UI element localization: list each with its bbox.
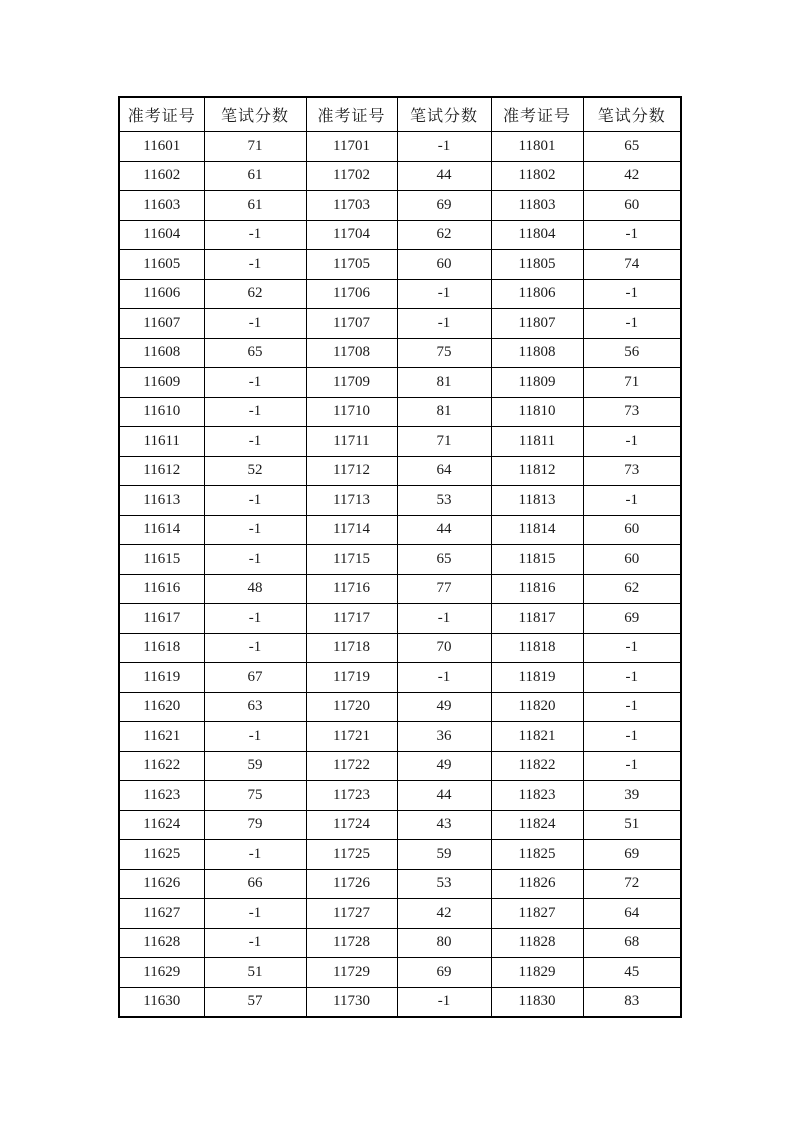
exam-id-cell: 11725 [306,840,397,870]
header-row [119,97,681,132]
score-cell: 61 [204,161,306,191]
table-body [119,132,681,1018]
score-cell: -1 [204,722,306,752]
score-cell: 36 [397,722,491,752]
score-cell: -1 [204,220,306,250]
table-row [119,722,681,752]
score-cell: 72 [583,869,681,899]
score-cell: -1 [583,692,681,722]
table-row [119,604,681,634]
score-cell: 68 [583,928,681,958]
exam-id-cell: 11724 [306,810,397,840]
exam-id-cell: 11711 [306,427,397,457]
exam-id-cell: 11601 [119,132,204,162]
exam-id-cell: 11705 [306,250,397,280]
exam-id-cell: 11802 [491,161,583,191]
score-cell: -1 [204,397,306,427]
score-cell: 69 [397,958,491,988]
table-row [119,397,681,427]
header-score: 笔试分数 [583,97,681,132]
header-exam-id: 准考证号 [491,97,583,132]
exam-id-cell: 11611 [119,427,204,457]
score-cell: 69 [583,840,681,870]
header-exam-id: 准考证号 [306,97,397,132]
score-cell: 77 [397,574,491,604]
exam-id-cell: 11605 [119,250,204,280]
score-cell: -1 [397,309,491,339]
score-cell: -1 [397,279,491,309]
score-cell: 61 [204,191,306,221]
score-cell: -1 [583,309,681,339]
exam-id-cell: 11602 [119,161,204,191]
exam-id-cell: 11604 [119,220,204,250]
exam-id-cell: 11716 [306,574,397,604]
exam-id-cell: 11630 [119,987,204,1017]
exam-id-cell: 11706 [306,279,397,309]
score-cell: 56 [583,338,681,368]
score-cell: 65 [583,132,681,162]
score-cell: 60 [397,250,491,280]
score-cell: -1 [583,220,681,250]
table-row [119,781,681,811]
table-row [119,840,681,870]
exam-id-cell: 11708 [306,338,397,368]
score-cell: 75 [204,781,306,811]
exam-id-cell: 11714 [306,515,397,545]
exam-id-cell: 11627 [119,899,204,929]
exam-id-cell: 11828 [491,928,583,958]
score-cell: 67 [204,663,306,693]
score-cell: -1 [583,633,681,663]
score-cell: 69 [583,604,681,634]
exam-id-cell: 11603 [119,191,204,221]
exam-id-cell: 11614 [119,515,204,545]
table-row [119,486,681,516]
exam-id-cell: 11813 [491,486,583,516]
score-cell: 71 [397,427,491,457]
score-cell: 44 [397,515,491,545]
exam-id-cell: 11617 [119,604,204,634]
exam-id-cell: 11727 [306,899,397,929]
exam-id-cell: 11722 [306,751,397,781]
header-score: 笔试分数 [204,97,306,132]
table-row [119,427,681,457]
exam-id-cell: 11702 [306,161,397,191]
exam-id-cell: 11610 [119,397,204,427]
exam-id-cell: 11726 [306,869,397,899]
score-cell: 75 [397,338,491,368]
exam-id-cell: 11623 [119,781,204,811]
exam-id-cell: 11729 [306,958,397,988]
table-row [119,220,681,250]
score-cell: 59 [397,840,491,870]
exam-id-cell: 11618 [119,633,204,663]
score-cell: 59 [204,751,306,781]
score-cell: -1 [204,899,306,929]
exam-id-cell: 11625 [119,840,204,870]
score-cell: 81 [397,368,491,398]
exam-id-cell: 11608 [119,338,204,368]
table-row [119,663,681,693]
exam-id-cell: 11629 [119,958,204,988]
score-cell: -1 [583,751,681,781]
exam-id-cell: 11713 [306,486,397,516]
score-cell: 69 [397,191,491,221]
score-cell: -1 [397,663,491,693]
score-cell: 42 [583,161,681,191]
score-cell: -1 [204,840,306,870]
exam-id-cell: 11806 [491,279,583,309]
exam-id-cell: 11830 [491,987,583,1017]
exam-id-cell: 11701 [306,132,397,162]
table-row [119,574,681,604]
exam-id-cell: 11710 [306,397,397,427]
score-cell: 42 [397,899,491,929]
table-row [119,633,681,663]
score-cell: -1 [204,604,306,634]
score-cell: 73 [583,456,681,486]
exam-id-cell: 11807 [491,309,583,339]
exam-id-cell: 11810 [491,397,583,427]
exam-id-cell: 11827 [491,899,583,929]
table-row [119,309,681,339]
score-cell: 71 [204,132,306,162]
exam-id-cell: 11822 [491,751,583,781]
score-cell: 48 [204,574,306,604]
exam-id-cell: 11811 [491,427,583,457]
score-cell: 74 [583,250,681,280]
exam-id-cell: 11812 [491,456,583,486]
exam-id-cell: 11712 [306,456,397,486]
exam-id-cell: 11619 [119,663,204,693]
table-row [119,338,681,368]
exam-id-cell: 11720 [306,692,397,722]
score-cell: 64 [583,899,681,929]
table-row [119,515,681,545]
score-cell: -1 [204,515,306,545]
score-cell: 60 [583,191,681,221]
exam-id-cell: 11819 [491,663,583,693]
exam-id-cell: 11626 [119,869,204,899]
exam-id-cell: 11621 [119,722,204,752]
score-cell: 53 [397,486,491,516]
table-row [119,692,681,722]
score-cell: 83 [583,987,681,1017]
exam-id-cell: 11801 [491,132,583,162]
exam-id-cell: 11817 [491,604,583,634]
exam-id-cell: 11728 [306,928,397,958]
table-row [119,869,681,899]
header-exam-id: 准考证号 [119,97,204,132]
score-cell: -1 [397,987,491,1017]
score-cell: -1 [583,722,681,752]
exam-id-cell: 11718 [306,633,397,663]
score-cell: 66 [204,869,306,899]
exam-id-cell: 11707 [306,309,397,339]
score-cell: 80 [397,928,491,958]
exam-id-cell: 11624 [119,810,204,840]
exam-id-cell: 11723 [306,781,397,811]
table-row [119,161,681,191]
exam-id-cell: 11820 [491,692,583,722]
score-cell: 39 [583,781,681,811]
table-row [119,928,681,958]
score-cell: 62 [583,574,681,604]
score-cell: 70 [397,633,491,663]
exam-id-cell: 11803 [491,191,583,221]
exam-id-cell: 11815 [491,545,583,575]
score-cell: 43 [397,810,491,840]
table-row [119,191,681,221]
score-cell: 53 [397,869,491,899]
exam-id-cell: 11814 [491,515,583,545]
score-table [118,96,682,1018]
score-cell: 44 [397,161,491,191]
exam-id-cell: 11829 [491,958,583,988]
exam-id-cell: 11721 [306,722,397,752]
score-cell: -1 [204,545,306,575]
score-cell: -1 [204,633,306,663]
exam-id-cell: 11620 [119,692,204,722]
score-cell: 49 [397,692,491,722]
score-cell: 45 [583,958,681,988]
exam-id-cell: 11612 [119,456,204,486]
exam-id-cell: 11809 [491,368,583,398]
score-cell: 65 [397,545,491,575]
table-header [119,97,681,132]
score-cell: 63 [204,692,306,722]
score-cell: -1 [204,250,306,280]
score-cell: 60 [583,545,681,575]
exam-id-cell: 11825 [491,840,583,870]
exam-id-cell: 11615 [119,545,204,575]
score-cell: 60 [583,515,681,545]
table-row [119,368,681,398]
exam-id-cell: 11719 [306,663,397,693]
table-row [119,987,681,1017]
score-cell: -1 [583,279,681,309]
table-row [119,899,681,929]
table-row [119,958,681,988]
score-cell: -1 [583,663,681,693]
table-row [119,456,681,486]
exam-id-cell: 11613 [119,486,204,516]
score-cell: 64 [397,456,491,486]
table-row [119,279,681,309]
score-cell: -1 [204,427,306,457]
exam-id-cell: 11709 [306,368,397,398]
exam-id-cell: 11616 [119,574,204,604]
exam-id-cell: 11628 [119,928,204,958]
table-row [119,810,681,840]
header-score: 笔试分数 [397,97,491,132]
exam-id-cell: 11730 [306,987,397,1017]
exam-id-cell: 11826 [491,869,583,899]
score-cell: 62 [397,220,491,250]
score-cell: 51 [204,958,306,988]
exam-id-cell: 11808 [491,338,583,368]
score-cell: 51 [583,810,681,840]
score-cell: -1 [583,486,681,516]
exam-id-cell: 11606 [119,279,204,309]
score-cell: 49 [397,751,491,781]
score-cell: -1 [583,427,681,457]
score-cell: 65 [204,338,306,368]
exam-id-cell: 11717 [306,604,397,634]
score-cell: 71 [583,368,681,398]
exam-id-cell: 11703 [306,191,397,221]
exam-id-cell: 11622 [119,751,204,781]
exam-id-cell: 11715 [306,545,397,575]
exam-id-cell: 11818 [491,633,583,663]
exam-id-cell: 11607 [119,309,204,339]
exam-id-cell: 11824 [491,810,583,840]
exam-id-cell: 11704 [306,220,397,250]
score-cell: 73 [583,397,681,427]
table-row [119,250,681,280]
exam-id-cell: 11816 [491,574,583,604]
score-cell: -1 [204,928,306,958]
score-cell: 62 [204,279,306,309]
table-row [119,132,681,162]
table-row [119,545,681,575]
exam-id-cell: 11805 [491,250,583,280]
score-cell: 44 [397,781,491,811]
exam-id-cell: 11804 [491,220,583,250]
exam-id-cell: 11609 [119,368,204,398]
score-cell: -1 [397,132,491,162]
exam-id-cell: 11821 [491,722,583,752]
table-row [119,751,681,781]
score-cell: 52 [204,456,306,486]
score-cell: 79 [204,810,306,840]
score-cell: 81 [397,397,491,427]
exam-id-cell: 11823 [491,781,583,811]
score-cell: 57 [204,987,306,1017]
score-cell: -1 [204,368,306,398]
score-cell: -1 [397,604,491,634]
score-cell: -1 [204,309,306,339]
score-cell: -1 [204,486,306,516]
